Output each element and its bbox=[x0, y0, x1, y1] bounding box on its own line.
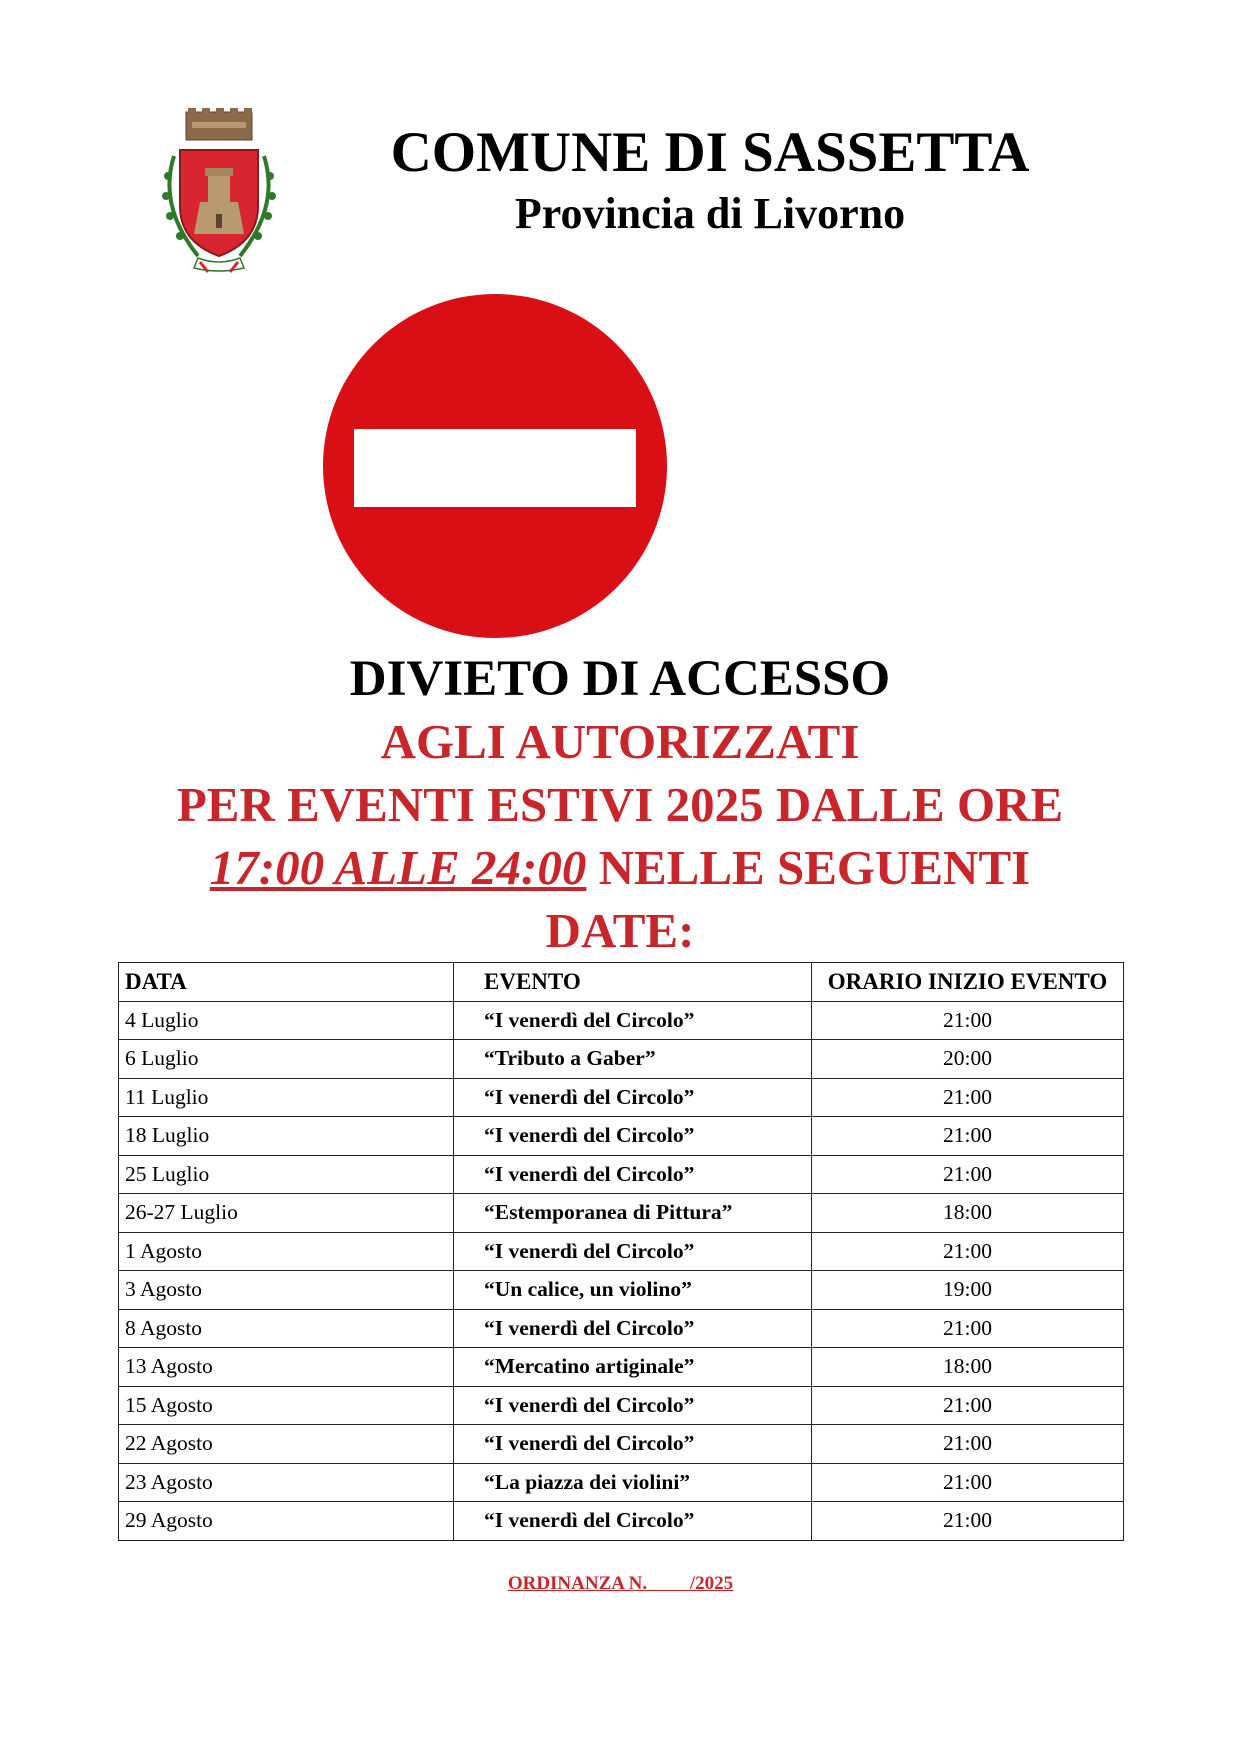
cell-event: “I venerdì del Circolo” bbox=[454, 1232, 812, 1271]
notice-line-dates: DATE: bbox=[545, 903, 695, 958]
municipality-title: COMUNE DI SASSETTA bbox=[390, 121, 1030, 184]
notice-heading: DIVIETO DI ACCESSO bbox=[349, 651, 891, 707]
cell-event: “I venerdì del Circolo” bbox=[454, 1386, 812, 1425]
cell-date: 15 Agosto bbox=[119, 1386, 454, 1425]
cell-time: 21:00 bbox=[812, 1078, 1124, 1117]
cell-event: “Tributo a Gaber” bbox=[454, 1040, 812, 1079]
cell-date: 1 Agosto bbox=[119, 1232, 454, 1271]
notice-hours-rest: NELLE SEGUENTI bbox=[586, 840, 1031, 895]
table-header-row bbox=[119, 963, 1124, 1002]
cell-date: 29 Agosto bbox=[119, 1502, 454, 1541]
cell-event: “I venerdì del Circolo” bbox=[454, 1425, 812, 1464]
cell-event: “Mercatino artiginale” bbox=[454, 1348, 812, 1387]
table-row bbox=[119, 1117, 1124, 1156]
cell-date: 4 Luglio bbox=[119, 1001, 454, 1040]
notice-line-events: PER EVENTI ESTIVI 2025 DALLE ORE bbox=[176, 777, 1064, 832]
column-header-time: ORARIO INIZIO EVENTO bbox=[812, 963, 1124, 1002]
cell-time: 18:00 bbox=[812, 1348, 1124, 1387]
cell-event: “I venerdì del Circolo” bbox=[454, 1155, 812, 1194]
column-header-date: DATA bbox=[119, 963, 454, 1002]
cell-date: 13 Agosto bbox=[119, 1348, 454, 1387]
table-row bbox=[119, 1040, 1124, 1079]
header bbox=[340, 118, 1080, 240]
cell-event: “I venerdì del Circolo” bbox=[454, 1309, 812, 1348]
cell-time: 21:00 bbox=[812, 1502, 1124, 1541]
table-row bbox=[119, 1309, 1124, 1348]
province-subtitle: Provincia di Livorno bbox=[514, 189, 906, 238]
cell-date: 22 Agosto bbox=[119, 1425, 454, 1464]
events-table bbox=[118, 962, 1124, 1541]
table-row bbox=[119, 1386, 1124, 1425]
cell-event: “La piazza dei violini” bbox=[454, 1463, 812, 1502]
cell-time: 21:00 bbox=[812, 1001, 1124, 1040]
cell-date: 23 Agosto bbox=[119, 1463, 454, 1502]
cell-time: 21:00 bbox=[812, 1386, 1124, 1425]
cell-time: 19:00 bbox=[812, 1271, 1124, 1310]
cell-date: 8 Agosto bbox=[119, 1309, 454, 1348]
cell-time: 21:00 bbox=[812, 1425, 1124, 1464]
cell-date: 18 Luglio bbox=[119, 1117, 454, 1156]
cell-date: 11 Luglio bbox=[119, 1078, 454, 1117]
cell-time: 20:00 bbox=[812, 1040, 1124, 1079]
cell-event: “Estemporanea di Pittura” bbox=[454, 1194, 812, 1233]
cell-event: “I venerdì del Circolo” bbox=[454, 1001, 812, 1040]
table-row bbox=[119, 1078, 1124, 1117]
table-body bbox=[119, 1001, 1124, 1540]
cell-event: “Un calice, un violino” bbox=[454, 1271, 812, 1310]
ordinance-number: ORDINANZA N. /2025 bbox=[507, 1573, 734, 1594]
cell-date: 25 Luglio bbox=[119, 1155, 454, 1194]
cell-time: 18:00 bbox=[812, 1194, 1124, 1233]
cell-date: 26-27 Luglio bbox=[119, 1194, 454, 1233]
notice-block bbox=[100, 648, 1140, 962]
cell-event: “I venerdì del Circolo” bbox=[454, 1502, 812, 1541]
table-row bbox=[119, 1155, 1124, 1194]
table-row bbox=[119, 1502, 1124, 1541]
notice-line-hours bbox=[100, 836, 1140, 899]
table-row bbox=[119, 1001, 1124, 1040]
cell-time: 21:00 bbox=[812, 1309, 1124, 1348]
table-row bbox=[119, 1425, 1124, 1464]
cell-date: 3 Agosto bbox=[119, 1271, 454, 1310]
cell-time: 21:00 bbox=[812, 1232, 1124, 1271]
cell-time: 21:00 bbox=[812, 1155, 1124, 1194]
notice-hours-range: 17:00 ALLE 24:00 bbox=[209, 840, 587, 895]
notice-line-authorized: AGLI AUTORIZZATI bbox=[380, 714, 860, 769]
no-entry-sign-icon bbox=[322, 293, 668, 639]
municipal-crest-icon bbox=[148, 106, 290, 276]
column-header-event: EVENTO bbox=[454, 963, 812, 1002]
table-row bbox=[119, 1271, 1124, 1310]
cell-event: “I venerdì del Circolo” bbox=[454, 1078, 812, 1117]
cell-date: 6 Luglio bbox=[119, 1040, 454, 1079]
table-row bbox=[119, 1348, 1124, 1387]
table-row bbox=[119, 1194, 1124, 1233]
cell-event: “I venerdì del Circolo” bbox=[454, 1117, 812, 1156]
cell-time: 21:00 bbox=[812, 1463, 1124, 1502]
cell-time: 21:00 bbox=[812, 1117, 1124, 1156]
table-row bbox=[119, 1463, 1124, 1502]
table-row bbox=[119, 1232, 1124, 1271]
